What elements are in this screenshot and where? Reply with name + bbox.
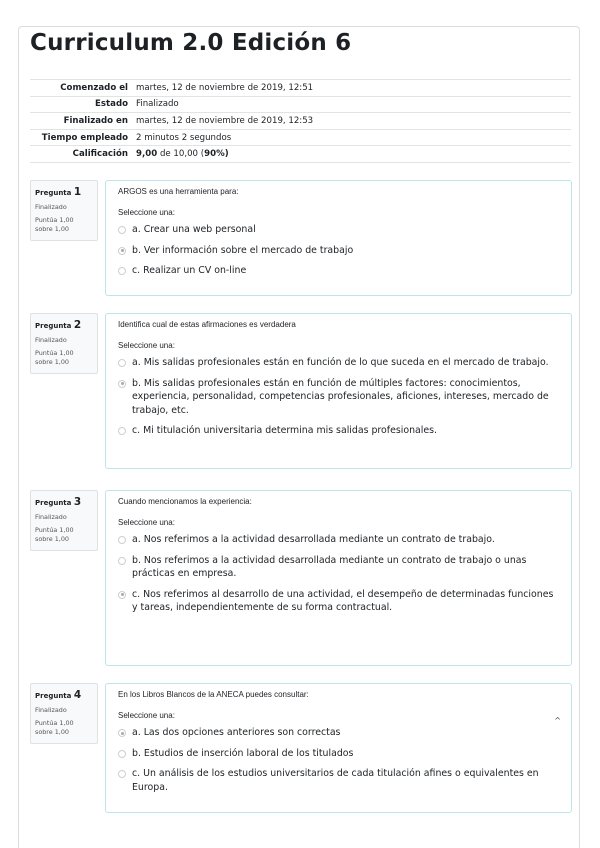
- question-state: Finalizado: [35, 706, 67, 714]
- question-grade-max: sobre 1,00: [35, 728, 69, 736]
- summary-row-grade: [30, 146, 571, 163]
- question-state: Finalizado: [35, 336, 67, 344]
- answer-option-b[interactable]: [118, 554, 559, 581]
- question-state: Finalizado: [35, 513, 67, 521]
- question-info: [30, 683, 98, 744]
- page-title: Curriculum 2.0 Edición 6: [30, 30, 352, 56]
- answer-option-c[interactable]: [118, 588, 559, 615]
- question-grade: Puntúa 1,00: [35, 719, 74, 727]
- question-state: Finalizado: [35, 203, 67, 211]
- question-grade: Puntúa 1,00: [35, 526, 74, 534]
- answer-text: c. Nos referimos al desarrollo de una actividad, el desempeño de determinadas funciones y tareas, independientemente de su forma contractual.: [132, 588, 554, 613]
- question-label: Pregunta: [35, 499, 72, 507]
- summary-row-time: [30, 129, 571, 146]
- question-info: [30, 180, 98, 241]
- question-label: Pregunta: [35, 322, 72, 330]
- answer-text: b. Ver información sobre el mercado de trabajo: [132, 244, 354, 256]
- answer-text: c. Realizar un CV on-line: [132, 265, 247, 276]
- answer-text: a. Nos referimos a la actividad desarrollada mediante un contrato de trabajo.: [132, 534, 495, 545]
- summary-row-finished: [30, 113, 571, 130]
- question-grade-max: sobre 1,00: [35, 535, 69, 543]
- answer-text: c. Mi titulación universitaria determina mis salidas profesionales.: [132, 425, 438, 436]
- summary-value: 2 minutos 2 segundos: [132, 129, 571, 146]
- answer-text: a. Crear una web personal: [132, 224, 256, 235]
- question-prompt: Seleccione una:: [118, 711, 175, 720]
- question-info: [30, 490, 98, 551]
- summary-label: Tiempo empleado: [30, 129, 132, 146]
- question-prompt: Seleccione una:: [118, 341, 175, 350]
- radio-button-selected[interactable]: [118, 247, 126, 255]
- answer-option-b[interactable]: [118, 377, 559, 418]
- summary-label: Estado: [30, 96, 132, 113]
- radio-button[interactable]: [118, 557, 126, 565]
- question-grade-max: sobre 1,00: [35, 358, 69, 366]
- answer-text: a. Mis salidas profesionales están en función de lo que suceda en el mercado de trabajo.: [132, 357, 549, 368]
- radio-button[interactable]: [118, 359, 126, 367]
- summary-value: [132, 146, 571, 163]
- question-label: Pregunta: [35, 189, 72, 197]
- radio-button[interactable]: [118, 750, 126, 758]
- summary-row-started: [30, 80, 571, 97]
- chevron-up-icon[interactable]: ^: [554, 716, 561, 725]
- answer-option-a[interactable]: [118, 533, 559, 547]
- question-number: 1: [73, 186, 82, 198]
- question-grade: Puntúa 1,00: [35, 216, 74, 224]
- question-number: 3: [73, 496, 82, 508]
- answer-option-b[interactable]: [118, 747, 559, 761]
- question-text: Identifica cual de estas afirmaciones es verdadera: [118, 320, 296, 329]
- answer-option-c[interactable]: [118, 767, 559, 794]
- attempt-summary-table: [30, 79, 571, 163]
- question-prompt: Seleccione una:: [118, 518, 175, 527]
- answer-text: c. Un análisis de los estudios universitarios de cada titulación afines o equivalentes en Europa.: [132, 768, 539, 793]
- radio-button[interactable]: [118, 427, 126, 435]
- question-info: [30, 313, 98, 374]
- answer-text: a. Las dos opciones anteriores son correctas: [132, 727, 341, 738]
- summary-value: martes, 12 de noviembre de 2019, 12:53: [132, 113, 571, 130]
- answer-option-a[interactable]: [118, 356, 559, 370]
- grade-total: de 10,00 (: [157, 149, 205, 160]
- radio-button[interactable]: [118, 536, 126, 544]
- answer-text: b. Mis salidas profesionales están en función de múltiples factores: conocimientos, experiencia, personalidad, competencias profesionales, aficiones, intereses, mercado de trabajo, etc.: [132, 377, 549, 416]
- question-text: En los Libros Blancos de la ANECA puedes consultar:: [118, 690, 309, 699]
- question-content: [105, 490, 572, 666]
- question-text: ARGOS es una herramienta para:: [118, 187, 239, 196]
- radio-button[interactable]: [118, 226, 126, 234]
- answer-text: b. Nos referimos a la actividad desarrollada mediante un contrato de trabajo o unas prácticas en empresa.: [132, 554, 527, 579]
- question-grade: Puntúa 1,00: [35, 349, 74, 357]
- summary-value: martes, 12 de noviembre de 2019, 12:51: [132, 80, 571, 97]
- grade-percent-sign: %): [216, 149, 229, 160]
- answer-option-a[interactable]: [118, 223, 559, 237]
- question-text: Cuando mencionamos la experiencia:: [118, 497, 252, 506]
- question-number: 2: [73, 319, 82, 331]
- question-prompt: Seleccione una:: [118, 208, 175, 217]
- radio-button-selected[interactable]: [118, 729, 126, 737]
- question-content: [105, 683, 572, 813]
- summary-row-state: [30, 96, 571, 113]
- grade-percent: 90: [204, 149, 217, 160]
- summary-label: Calificación: [30, 146, 132, 163]
- answer-option-c[interactable]: [118, 264, 559, 278]
- radio-button[interactable]: [118, 770, 126, 778]
- question-content: [105, 313, 572, 469]
- answer-option-a[interactable]: [118, 726, 559, 740]
- question-label: Pregunta: [35, 692, 72, 700]
- question-grade-max: sobre 1,00: [35, 225, 69, 233]
- radio-button[interactable]: [118, 267, 126, 275]
- answer-option-c[interactable]: [118, 424, 559, 438]
- summary-value: Finalizado: [132, 96, 571, 113]
- summary-label: Comenzado el: [30, 80, 132, 97]
- summary-label: Finalizado en: [30, 113, 132, 130]
- grade-score: 9,00: [136, 149, 158, 160]
- question-content: [105, 180, 572, 296]
- question-number: 4: [73, 689, 82, 701]
- radio-button-selected[interactable]: [118, 591, 126, 599]
- answer-text: b. Estudios de inserción laboral de los titulados: [132, 747, 354, 759]
- radio-button-selected[interactable]: [118, 380, 126, 388]
- answer-option-b[interactable]: [118, 244, 559, 258]
